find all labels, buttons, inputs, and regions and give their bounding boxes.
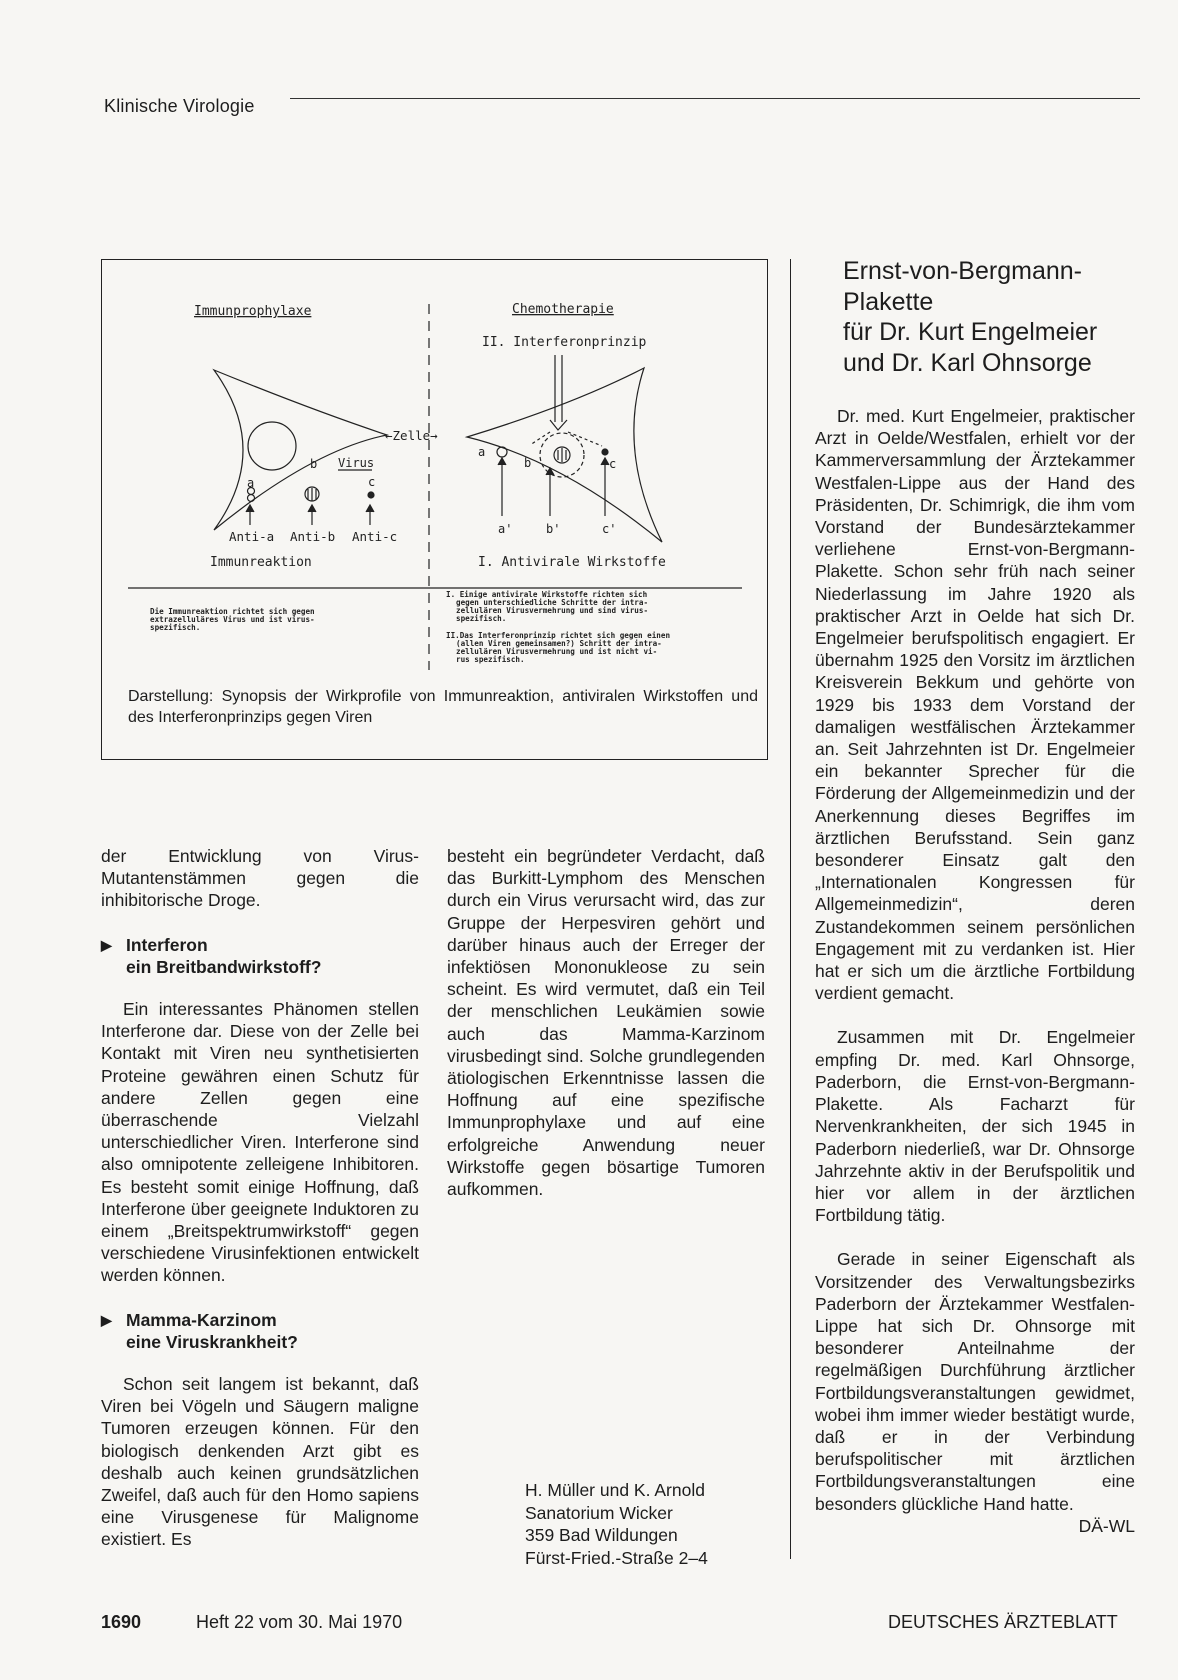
- col1-paragraph-1: der Entwicklung von Virus-Mutantenstämmen gegen die inhibitorische Droge.: [101, 846, 419, 911]
- right-cell-outline: [467, 368, 662, 542]
- column-2: [447, 845, 765, 1200]
- subheading-mamma-line1: Mamma-Karzinom: [126, 1309, 277, 1330]
- left-cell-outline: [214, 370, 387, 530]
- left-particle-a-label: a: [247, 476, 255, 490]
- right-particle-a: [497, 447, 507, 457]
- virus-label: Virus: [338, 456, 375, 470]
- page-number: 1690: [101, 1612, 142, 1632]
- col2-paragraph-1: besteht ein begründeter Verdacht, daß das Burkitt-Lymphom des Menschen durch ein Virus verursacht wird, das zur Gruppe der Herpesviren gehört und darüber hinaus auch der Erreger der infektiösen Mononukleose zu sein scheint. Es wird vermutet, daß ein Teil der menschlichen Leukämien sowie auch das Mamma-Karzinom virusbedingt sind. Solche grundlegenden ätiologischen Erkenntnisse lassen die Hoffnung auf eine spezifische Immunprophylaxe und auf eine erfolgreiche Anwendung neuer Wirkstoffe gegen bösartige Tumoren aufkommen.: [447, 846, 765, 1200]
- subheading-mamma-line2: eine Viruskrankheit?: [126, 1331, 298, 1352]
- note-ii-line1: II.Das Interferonprinzip richtet sich gegen einen: [446, 631, 671, 640]
- left-footer: Immunreaktion: [210, 555, 312, 570]
- note-i-line2: gegen unterschiedliche Schritte der intra-: [456, 598, 649, 607]
- right-prime-a: a': [498, 522, 513, 536]
- left-title: Immunprophylaxe: [194, 304, 312, 319]
- subheading-interferon-line2: ein Breitbandwirkstoff?: [126, 956, 322, 977]
- left-particle-c: [368, 492, 374, 498]
- left-particle-b-label: b: [310, 457, 318, 471]
- antiviral-arrowhead-a: [498, 458, 506, 465]
- header-rule: [290, 98, 1140, 99]
- column-3: [815, 405, 1135, 1537]
- col1-paragraph-2: Ein interessantes Phänomen stellen Interferone dar. Diese von der Zelle bei Kontakt mit Viren neu synthetisierten Proteine gewähren einen Schutz für andere Zellen gegen eine überraschende Vielzahl unterschiedlicher Viren. Interferone sind also omnipotente zelleigene Inhibitoren. Es besteht somit einige Hoffnung, daß Interferone über geeignete Induktoren zu einem „Breitspektrumwirkstoff“ gegen verschiedene Virusinfektionen entwickelt werden können.: [101, 999, 419, 1286]
- left-particle-a-lower: [248, 495, 255, 502]
- right-prime-b: b': [546, 522, 561, 536]
- column-1: [101, 845, 419, 1551]
- news-title-line-2: Plakette: [843, 287, 934, 316]
- col3-paragraph-3: Gerade in seiner Eigenschaft als Vorsitzender des Verwaltungsbezirks Paderborn der Ärztekammer Westfalen-Lippe hat sich Dr. Ohnsorge mit besonderer Anteilnahme der regelmäßigen Durchführung ärztlicher Fortbildungsveranstaltungen gewidmet, wobei ihm immer wieder bestätigt wurde, daß er in der Verbindung berufspolitischer mit ärztlichen Fortbildungsveranstaltungen eine besonders glückliche Hand hatte.: [815, 1249, 1135, 1514]
- news-title-line-1: Ernst-von-Bergmann-: [843, 257, 1082, 285]
- anti-a-label: Anti-a: [229, 529, 275, 544]
- note-ii-line2: (allen Viren gemeinsamen?) Schritt der intra-: [456, 639, 662, 648]
- right-particle-c: [602, 449, 608, 455]
- anti-c-label: Anti-c: [352, 529, 398, 544]
- news-title-line-3: für Dr. Kurt Engelmeier: [843, 318, 1098, 346]
- principle-ii-label: II. Interferonprinzip: [482, 335, 647, 350]
- note-left-line3: spezifisch.: [150, 623, 201, 632]
- anti-b-label: Anti-b: [290, 529, 336, 544]
- right-particle-b-label: b: [524, 456, 532, 470]
- right-title: Chemotherapie: [512, 302, 614, 317]
- figure-caption: Darstellung: Synopsis der Wirkprofile von Immunreaktion, antiviralen Wirkstoffen und des Interferonprinzips gegen Viren: [128, 688, 758, 726]
- anti-a-arrowhead: [246, 505, 254, 512]
- col3-paragraph-3-wrap: [815, 1248, 1135, 1536]
- right-particle-a-label: a: [478, 445, 486, 459]
- right-footer: I. Antivirale Wirkstoffe: [478, 555, 666, 570]
- left-nucleus: [248, 422, 296, 470]
- news-title-line-4: und Dr. Karl Ohnsorge: [843, 348, 1092, 377]
- note-i-line4: spezifisch.: [456, 614, 507, 623]
- signature-line-4: Fürst-Fried.-Straße 2–4: [525, 1547, 708, 1568]
- triangle-bullet-icon: ▶: [101, 1311, 112, 1328]
- author-initials: DÄ-WL: [1078, 1515, 1135, 1536]
- cell-label: ←Zelle→: [385, 428, 438, 443]
- journal-name: DEUTSCHES ÄRZTEBLATT: [888, 1612, 1118, 1632]
- synopsis-diagram: [102, 260, 769, 685]
- col1-paragraph-3: Schon seit langem ist bekannt, daß Viren bei Vögeln und Säugern maligne Tumoren erzeugen können. Für den biologisch denkenden Arzt gibt es deshalb auch keinen grundsätzlichen Zweifel, daß auch für den Homo sapiens eine Virusgenese für Malignome existiert. Es: [101, 1374, 419, 1550]
- signature-line-1: H. Müller und K. Arnold: [525, 1480, 705, 1500]
- note-ii-line3: zellulären Virusvermehrung und ist nicht vi-: [456, 647, 658, 656]
- note-ii-line4: rus spezifisch.: [456, 655, 525, 664]
- figure-box: [101, 259, 768, 760]
- section-label: Klinische Virologie: [104, 96, 255, 116]
- signature-line-3: 359 Bad Wildungen: [525, 1525, 678, 1545]
- author-signature: [525, 1479, 775, 1569]
- triangle-bullet-icon: ▶: [101, 936, 112, 953]
- antiviral-arrowhead-c: [601, 458, 609, 465]
- note-left-line1: Die Immunreaktion richtet sich gegen: [150, 607, 315, 616]
- dashed-arrow-c: [568, 432, 602, 446]
- subheading-mamma-karzinom: [101, 1309, 419, 1353]
- subheading-interferon: [101, 934, 419, 978]
- right-particle-c-label: c: [609, 457, 617, 471]
- note-i-line1: I. Einige antivirale Wirkstoffe richten sich: [446, 590, 648, 599]
- col3-paragraph-1: Dr. med. Kurt Engelmeier, praktischer Arzt in Oelde/Westfalen, erhielt vor der Kammerversammlung der Ärztekammer Westfalen-Lippe aus der Hand des Präsidenten, Dr. Schimrigk, die ihm vom Vorstand der Bundesärztekammer verliehene Ernst-von-Bergmann-Plakette. Schon sehr früh nach seiner Niederlassung im Jahre 1920 als praktischer Arzt in Oelde hat sich Dr. Engelmeier berufspolitisch engagiert. Er übernahm 1925 den Vorsitz im ärztlichen Kreisverein Bekkum und gehörte von 1929 bis 1933 dem Vorstand der damaligen westfälischen Ärztekammer an. Seit Jahrzehnten ist Dr. Engelmeier ein bekannter Sprecher für die Förderung der Allgemeinmedizin und der Anerkennung dieses Begriffes im ärztlichen Berufsstand. Sein ganz besonderer Einsatz galt den „Internationalen Kongressen für Allgemeinmedizin“, deren Zustandekommen seinem persönlichen Engagement mit zu verdanken ist. Hier hat er sich um die ärztliche Fortbildung verdient gemacht.: [815, 406, 1135, 1004]
- left-particle-c-label: c: [368, 475, 376, 489]
- subheading-interferon-line1: Interferon: [126, 934, 208, 955]
- note-i-line3: zellulären Virusvermehrung und sind virus-: [456, 606, 649, 615]
- interferon-arrowhead: [550, 420, 567, 430]
- signature-line-2: Sanatorium Wicker: [525, 1502, 673, 1523]
- right-prime-c: c': [602, 522, 617, 536]
- column-rule: [790, 259, 791, 1559]
- note-left-line2: extrazelluläres Virus und ist virus-: [150, 615, 315, 624]
- col3-paragraph-2: Zusammen mit Dr. Engelmeier empfing Dr. med. Karl Ohnsorge, Paderborn, die Ernst-von-Bergmann-Plakette. Als Facharzt für Nervenkrankheiten, der sich 1945 in Paderborn niederließ, war Dr. Ohnsorge Jahrzehnte aktiv in der Berufspolitik und hier vor allem in der ärztlichen Fortbildung tätig.: [815, 1027, 1135, 1226]
- issue-info: Heft 22 vom 30. Mai 1970: [196, 1612, 403, 1632]
- anti-b-arrowhead: [308, 505, 316, 512]
- anti-c-arrowhead: [366, 505, 374, 512]
- news-title: [843, 256, 1143, 378]
